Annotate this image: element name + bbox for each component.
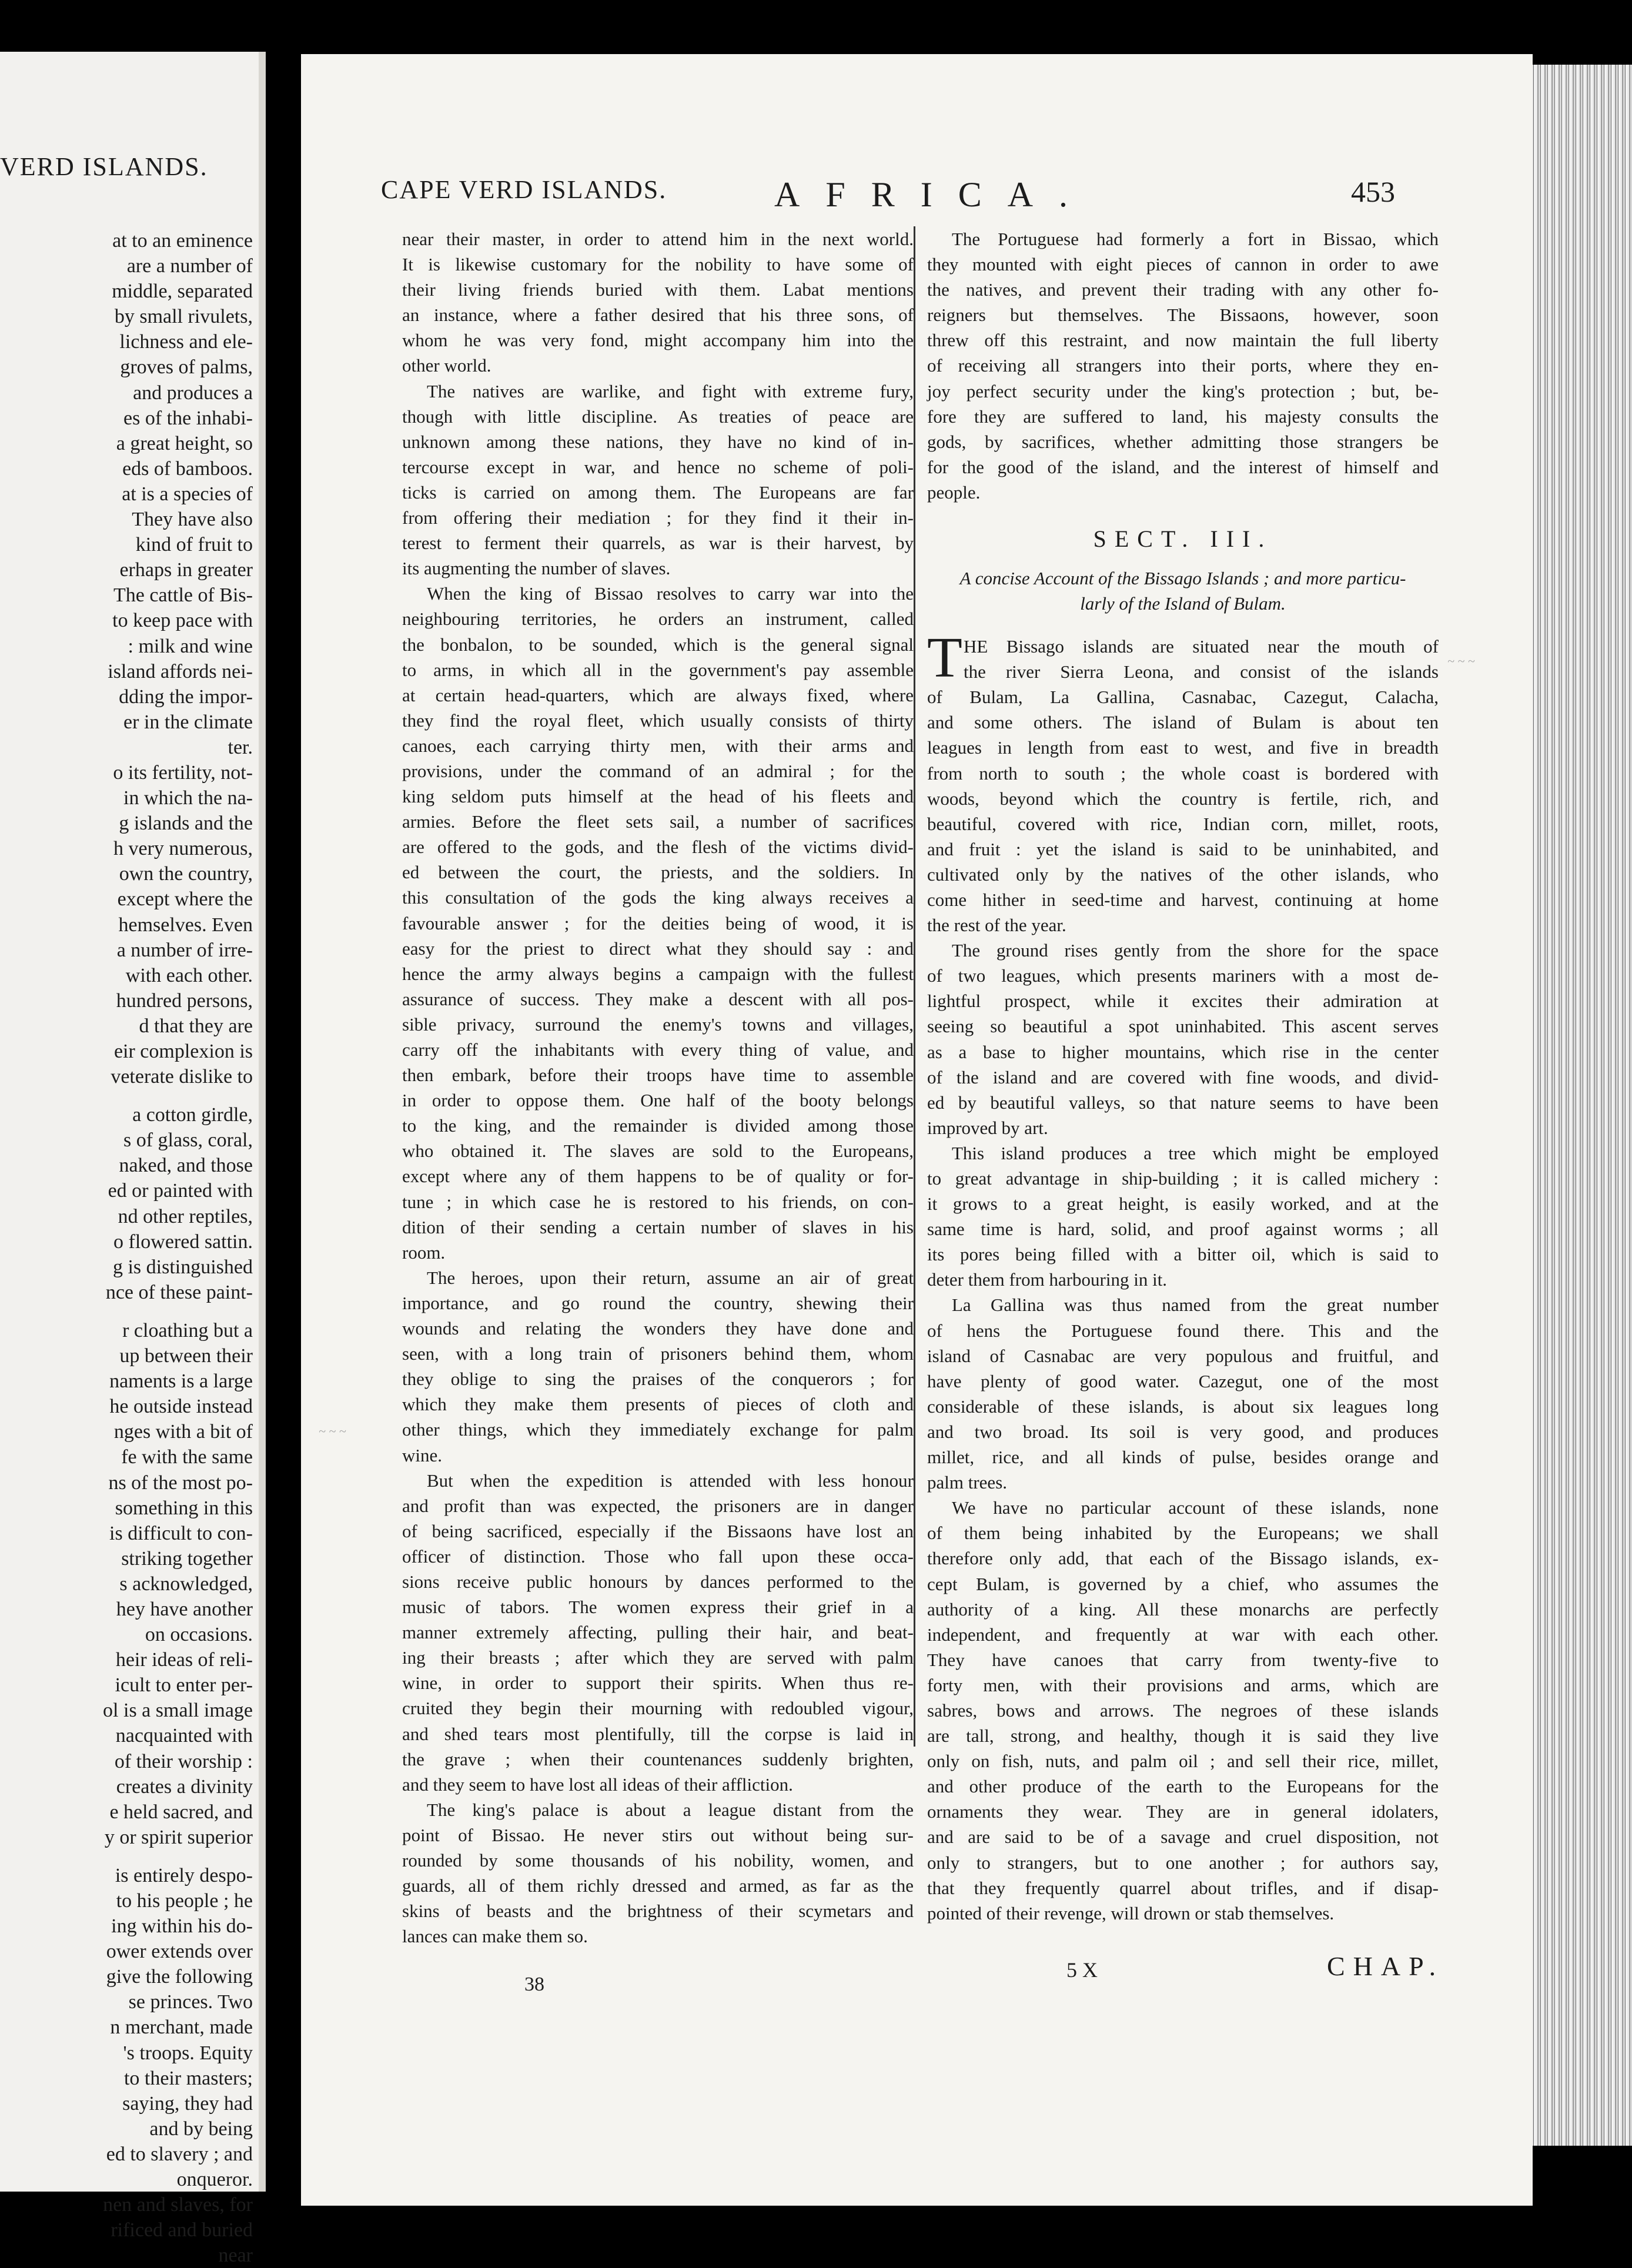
catchword: CHAP. — [1327, 1951, 1444, 1981]
text-line: wounds and relating the wonders they have done and — [402, 1318, 914, 1339]
section-heading: SECT. III. — [1093, 526, 1273, 553]
text-line: of Bulam, La Gallina, Casnabac, Cazegut, Calacha, — [927, 687, 1439, 708]
dropcap-paragraph-start — [927, 626, 1439, 690]
text-line: tune ; in which case he is restored to his friends, on con- — [402, 1191, 914, 1212]
running-title: AFRICA. — [774, 175, 1094, 214]
text-line: to great advantage in ship-building ; it is called michery : — [927, 1168, 1439, 1189]
left-page-line: is entirely despo- — [115, 1864, 253, 1886]
left-page-line: nce of these paint- — [105, 1281, 253, 1303]
section-subtitle-line-2: larly of the Island of Bulam. — [1080, 593, 1286, 614]
left-page-line: creates a divinity — [116, 1775, 253, 1798]
text-line: and two broad. Its soil is very good, and produces — [927, 1421, 1439, 1442]
left-page-running-head: VERD ISLANDS. — [0, 152, 208, 181]
left-page-line: s acknowledged, — [119, 1573, 253, 1595]
text-line: then embark, before their troops have time to assemble — [402, 1065, 914, 1086]
text-line: the grave ; when their countenances suddenly brighten, — [402, 1748, 914, 1769]
text-line: We have no particular account of these islands, none — [952, 1497, 1439, 1518]
left-facing-page — [0, 52, 266, 2267]
text-line: manner extremely affecting, pulling their hair, and beat- — [402, 1622, 914, 1643]
left-page-line: The cattle of Bis- — [113, 584, 253, 607]
left-page-line: to their masters; — [123, 2067, 253, 2089]
left-page-line: s of glass, coral, — [123, 1129, 253, 1152]
left-page-gutter — [259, 52, 266, 2192]
dropcap-line-1: HE Bissago islands are situated near the mouth of — [964, 636, 1439, 657]
text-line: point of Bissao. He never stirs out without being sur- — [402, 1824, 914, 1845]
left-page-line: a great height, so — [116, 432, 253, 454]
text-line: they find the royal fleet, which usually consists of thirty — [402, 710, 914, 731]
drop-cap-letter: T — [927, 626, 962, 690]
text-line: to arms, in which all in the government's pay assemble — [402, 659, 914, 680]
text-line: and shed tears most plentifully, till the corpse is laid in — [402, 1723, 914, 1744]
left-page-line: onqueror. — [176, 2169, 253, 2191]
text-line: in order to oppose them. One half of the booty belongs — [402, 1090, 914, 1111]
section-subtitle-line-1: A concise Account of the Bissago Islands ; and more particu- — [959, 568, 1406, 589]
text-line: other world. — [402, 355, 491, 376]
left-page-line: a cotton girdle, — [132, 1104, 253, 1126]
left-page-line: is difficult to con- — [109, 1522, 253, 1544]
text-line: whom he was very fond, might accompany him into the — [402, 330, 914, 351]
text-line: of being sacrificed, especially if the Bissaons have lost an — [402, 1520, 914, 1541]
left-page-line: n merchant, made — [110, 2016, 253, 2039]
left-page-line: d that they are — [139, 1015, 253, 1037]
text-line: neighbouring territories, he orders an instrument, called — [402, 608, 914, 630]
left-page-line: ower extends over — [106, 1941, 253, 1963]
left-page-line: dding the impor- — [119, 685, 253, 708]
left-page-line: ol is a small image — [103, 1700, 253, 1722]
left-page-line: of their worship : — [114, 1750, 253, 1772]
text-line: an instance, where a father desired that his three sons, of — [402, 305, 914, 326]
text-line: of them being inhabited by the Europeans; we shall — [927, 1523, 1439, 1544]
left-page-line: to keep pace with — [112, 610, 253, 632]
left-page-line: groves of palms, — [120, 356, 253, 379]
text-line: the natives, and prevent their trading with any other fo- — [927, 279, 1439, 300]
main-page — [301, 54, 1533, 2206]
text-line: and profit than was expected, the prisoners are in danger — [402, 1495, 914, 1516]
left-page-line: e held sacred, and — [109, 1801, 253, 1823]
text-line: beautiful, covered with rice, Indian corn, millet, roots, — [927, 813, 1439, 834]
text-line: for the good of the island, and the interest of himself and — [927, 456, 1439, 477]
text-line: room. — [402, 1242, 446, 1263]
text-line: are offered to the gods, and the flesh of the victims divid- — [402, 837, 914, 858]
text-line: seen, with a long train of prisoners behind them, whom — [402, 1343, 914, 1364]
left-page-line: saying, they had — [122, 2092, 253, 2115]
text-line: millet, rice, and all kinds of pulse, besides orange and — [927, 1447, 1439, 1468]
left-text-column — [402, 226, 914, 1949]
text-line: woods, beyond which the country is fertile, rich, and — [927, 788, 1439, 809]
text-line: to the king, and the remainder is divided among those — [402, 1115, 914, 1136]
left-page-line: erhaps in greater — [119, 559, 253, 581]
text-line: only to strangers, but to one another ; for authors say, — [927, 1852, 1439, 1873]
left-page-line: nen and slaves, for — [103, 2194, 253, 2216]
left-page-line: h very numerous, — [113, 838, 253, 860]
text-line: cruited they begin their mourning with redoubled vigour, — [402, 1698, 914, 1719]
left-page-line: g is distinguished — [112, 1256, 253, 1278]
text-line: leagues in length from east to west, and five in breadth — [927, 737, 1439, 758]
text-line: island of Casnabac are very populous and fruitful, and — [927, 1345, 1439, 1366]
dropcap-line-2: the river Sierra Leona, and consist of the islands — [964, 661, 1439, 683]
left-page-line: nd other reptiles, — [118, 1205, 253, 1227]
left-page-line: kind of fruit to — [135, 534, 253, 556]
text-line: The heroes, upon their return, assume an air of great — [427, 1267, 914, 1288]
left-page-line: lichness and ele- — [119, 331, 253, 353]
left-page-line: middle, separated — [112, 280, 253, 303]
left-page-line: eir complexion is — [113, 1041, 253, 1062]
text-line: and fruit : yet the island is said to be uninhabited, and — [927, 838, 1439, 859]
left-page-line: g islands and the — [119, 812, 253, 835]
text-line: It is likewise customary for the nobility to have some of — [402, 254, 914, 275]
left-page-line: island affords nei- — [108, 660, 253, 683]
text-line: independent, and frequently at war with each other. — [927, 1624, 1439, 1645]
text-line: this consultation of the gods the king always receives a — [402, 887, 914, 908]
text-line: armies. Before the fleet sets sail, a number of sacrifices — [402, 811, 914, 832]
text-line: reigners but themselves. The Bissaons, however, soon — [927, 305, 1439, 326]
signature-mark-1: 38 — [524, 1973, 544, 1995]
text-line: lightful prospect, while it excites their admiration at — [927, 991, 1439, 1012]
text-line: its augmenting the number of slaves. — [402, 558, 671, 579]
left-page-line: se princes. Two — [128, 1991, 253, 2013]
text-line: dition of their sending a certain number of slaves in his — [402, 1216, 914, 1237]
right-column-body — [927, 684, 1439, 1926]
left-page-line: nges with a bit of — [113, 1421, 253, 1443]
left-page-line: hundred persons, — [116, 989, 253, 1012]
text-line: carry off the inhabitants with every thing of value, and — [402, 1039, 914, 1060]
text-line: from north to south ; the whole coast is bordered with — [927, 762, 1439, 784]
left-page-line — [0, 1305, 253, 1318]
left-page-line: y or spirit superior — [104, 1826, 253, 1848]
text-line: wine, in order to support their spirits. When thus re- — [402, 1672, 914, 1694]
text-line: improved by art. — [927, 1117, 1048, 1138]
text-line: This island produces a tree which might be employed — [952, 1142, 1439, 1163]
text-line: from offering their mediation ; for they find it their in- — [402, 507, 914, 528]
left-page-line: up between their — [119, 1345, 253, 1367]
left-page-line: in which the na- — [123, 787, 253, 809]
left-page-line: They have also — [132, 509, 253, 531]
left-page-line: ter. — [228, 736, 253, 758]
left-page-line: heir ideas of reli- — [115, 1649, 253, 1671]
left-page-line: icult to enter per- — [115, 1674, 253, 1697]
left-page-line: hemselves. Even — [118, 914, 253, 936]
text-line: authority of a king. All these monarchs are perfectly — [927, 1598, 1439, 1620]
text-line: and some others. The island of Bulam is about ten — [927, 712, 1439, 733]
text-line: cultivated only by the natives of the other islands, who — [927, 864, 1439, 885]
left-page-line: are a number of — [126, 255, 253, 277]
show-through-mark: ~ ~ ~ — [1447, 654, 1475, 668]
left-page-line: ns of the most po- — [108, 1471, 253, 1494]
left-page-line: veterate dislike to — [111, 1066, 253, 1088]
left-page-line: o its fertility, not- — [113, 761, 253, 784]
text-line: joy perfect security under the king's protection ; but, be- — [927, 380, 1439, 402]
text-line: same time is hard, solid, and proof against worms ; all — [927, 1219, 1439, 1240]
text-line: and they seem to have lost all ideas of their affliction. — [402, 1774, 793, 1795]
text-line: they oblige to sing the praises of the conquerors ; for — [402, 1369, 914, 1390]
text-line: their living friends buried with them. Labat mentions — [402, 279, 914, 300]
text-line: near their master, in order to attend him in the next world. — [402, 229, 914, 249]
text-line: come hither in seed-time and harvest, continuing at home — [927, 889, 1439, 910]
text-line: terest to ferment their quarrels, as war is their harvest, by — [402, 533, 914, 554]
left-page-line: at to an eminence — [112, 230, 253, 252]
left-page-line: eds of bamboos. — [122, 457, 253, 480]
left-page-line: give the following — [106, 1966, 253, 1988]
text-line: except where any of them happens to be of quality or for- — [402, 1166, 914, 1187]
text-line: pointed of their revenge, will drown or stab themselves. — [927, 1902, 1335, 1924]
text-line: it grows to a great height, is easily worked, and at the — [927, 1193, 1439, 1215]
text-line: They have canoes that carry from twenty-five to — [927, 1649, 1439, 1670]
column-divider — [914, 226, 915, 1747]
text-line: easy for the priest to direct what they should say : and — [402, 938, 914, 959]
text-line: though with little discipline. As treaties of peace are — [402, 406, 914, 427]
left-page-line: at is a species of — [122, 483, 253, 505]
left-page-line: ing within his do- — [111, 1915, 253, 1938]
left-page-line: and produces a — [133, 382, 253, 404]
text-line: provisions, under the command of an admiral ; for the — [402, 760, 914, 781]
left-page-line: naked, and those — [119, 1155, 253, 1177]
left-page-line: something in this — [115, 1497, 253, 1519]
left-page-line: nacquainted with — [115, 1725, 253, 1747]
page-number: 453 — [1351, 175, 1395, 208]
text-line: who obtained it. The slaves are sold to the Europeans, — [402, 1140, 914, 1162]
text-line: people. — [927, 481, 981, 503]
text-line: ed by beautiful valleys, so that nature seems to have been — [927, 1092, 1439, 1113]
text-line: the bonbalon, to be sounded, which is the general signal — [402, 634, 914, 655]
left-page-line: hey have another — [116, 1598, 253, 1620]
book-page-edges — [1529, 65, 1632, 2146]
text-line: hence the army always begins a campaign with the fullest — [402, 963, 914, 984]
text-line: unknown among these nations, they have no kind of in- — [402, 431, 914, 452]
text-line: cept Bulam, is governed by a chief, who assumes the — [927, 1573, 1439, 1594]
text-line: When the king of Bissao resolves to carry war into the — [427, 583, 914, 604]
text-line: tercourse except in war, and hence no scheme of poli- — [402, 456, 914, 477]
text-line: sions receive public honours by dances performed to the — [402, 1571, 914, 1592]
text-line: as a base to higher mountains, which rise in the center — [927, 1041, 1439, 1062]
left-page-line: except where the — [117, 888, 253, 911]
left-page-line: striking together — [121, 1547, 253, 1570]
text-line: La Gallina was thus named from the great number — [952, 1294, 1439, 1316]
text-line: sabres, bows and arrows. The negroes of these islands — [927, 1700, 1439, 1721]
left-page-line — [0, 1850, 253, 1863]
text-line: importance, and go round the country, shewing their — [402, 1292, 914, 1313]
text-line: wine. — [402, 1444, 443, 1466]
text-line: only on fish, nuts, and palm oil ; and sell their rice, millet, — [927, 1751, 1439, 1772]
text-line: which they make them presents of pieces of cloth and — [402, 1394, 914, 1415]
left-page-line: he outside instead — [109, 1396, 253, 1418]
left-page-line: and by being — [149, 2118, 253, 2140]
text-line: The natives are warlike, and fight with extreme fury, — [427, 380, 914, 402]
left-page-line: o flowered sattin. — [113, 1230, 253, 1253]
text-line: that they frequently quarrel about trifles, and if disap- — [927, 1877, 1439, 1898]
text-line: of receiving all strangers into their ports, where they en- — [927, 355, 1439, 376]
left-page-line: fe with the same — [121, 1446, 253, 1468]
text-line: have plenty of good water. Cazegut, one of the most — [927, 1370, 1439, 1391]
text-line: gods, by sacrifices, whether admitting those strangers be — [927, 431, 1439, 452]
left-page-line: rificed and buried — [111, 2219, 253, 2242]
text-line: The king's palace is about a league distant from the — [427, 1799, 914, 1820]
text-line: and other produce of the earth to the Europeans for the — [927, 1776, 1439, 1797]
text-line: therefore only add, that each of the Bissago islands, ex- — [927, 1548, 1439, 1569]
left-page-line: naments is a large — [109, 1370, 253, 1393]
text-line: assurance of success. They make a descent with all pos- — [402, 988, 914, 1009]
text-line: sible privacy, surround the enemy's towns and villages, — [402, 1013, 914, 1035]
text-line: of the island and are covered with fine woods, and divid- — [927, 1066, 1439, 1088]
text-line: at certain head-quarters, which are always fixed, where — [402, 684, 914, 705]
text-line: The Portuguese had formerly a fort in Bissao, which — [952, 229, 1439, 249]
text-line: king seldom puts himself at the head of his fleets and — [402, 786, 914, 807]
left-page-line: r cloathing but a — [122, 1319, 253, 1342]
section-subtitle — [927, 566, 1439, 616]
text-line: ticks is carried on among them. The Europeans are far — [402, 481, 914, 503]
text-line: ed between the court, the priests, and the soldiers. In — [402, 862, 914, 883]
left-page-line: on occasions. — [145, 1624, 253, 1646]
text-line: are tall, strong, and healthy, though it is said they live — [927, 1725, 1439, 1747]
text-line: guards, all of them richly dressed and armed, as far as the — [402, 1875, 914, 1896]
text-line: palm trees. — [927, 1472, 1008, 1493]
left-page-line: by small rivulets, — [114, 306, 253, 328]
text-line: officer of distinction. Those who fall upon these occa- — [402, 1546, 914, 1567]
left-page-line: 's troops. Equity — [123, 2042, 253, 2064]
text-line: and are said to be of a savage and cruel disposition, not — [927, 1827, 1439, 1848]
text-line: of two leagues, which presents mariners with a most de- — [927, 965, 1439, 986]
text-line: fore they are suffered to land, his majesty consults the — [927, 406, 1439, 427]
left-page-line: ed or painted with — [108, 1180, 253, 1202]
text-line: skins of beasts and the brightness of their scymetars and — [402, 1901, 914, 1922]
left-page-line: near — [218, 2244, 253, 2267]
text-line: But when the expedition is attended with less honour — [427, 1470, 914, 1491]
left-page-line: er in the climate — [123, 711, 253, 733]
text-line: they mounted with eight pieces of cannon in order to awe — [927, 254, 1439, 275]
left-page-line: own the country, — [119, 863, 253, 885]
show-through-mark: ~ ~ ~ — [319, 1424, 346, 1439]
text-line: music of tabors. The women express their grief in a — [402, 1597, 914, 1618]
left-page-line — [0, 1089, 253, 1102]
right-text-column — [927, 226, 1439, 1926]
text-line: The ground rises gently from the shore for the space — [952, 940, 1439, 961]
text-line: canoes, each carrying thirty men, with their arms and — [402, 735, 914, 756]
text-line: the rest of the year. — [927, 915, 1066, 936]
text-line: deter them from harbouring in it. — [927, 1269, 1168, 1290]
left-page-line: a number of irre- — [116, 939, 253, 961]
text-line: favourable answer ; for the deities being of wood, it is — [402, 912, 914, 934]
text-line: seeing so beautiful a spot uninhabited. This ascent serves — [927, 1016, 1439, 1037]
left-page-line: es of the inhabi- — [123, 407, 253, 429]
text-line: rounded by some thousands of his nobility, women, and — [402, 1850, 914, 1871]
text-line: its pores being filled with a bitter oil, which is said to — [927, 1244, 1439, 1265]
right-column-opening-paragraph — [927, 226, 1439, 505]
text-line: other things, which they immediately exchange for palm — [402, 1419, 914, 1440]
left-page-line: with each other. — [125, 964, 253, 986]
left-page-line: ed to slavery ; and — [106, 2143, 253, 2165]
text-line: of hens the Portuguese found there. This and the — [927, 1320, 1439, 1341]
left-page-line: to his people ; he — [116, 1890, 253, 1912]
left-page-text-column — [0, 228, 253, 2268]
text-line: ing their breasts ; after which they are served with palm — [402, 1647, 914, 1668]
running-head-left: CAPE VERD ISLANDS. — [381, 175, 667, 204]
signature-mark-2: 5 X — [1066, 1958, 1098, 1982]
text-line: threw off this restraint, and now maintain the full liberty — [927, 330, 1439, 351]
text-line: considerable of these islands, is about six leagues long — [927, 1396, 1439, 1417]
left-page-line: : milk and wine — [128, 635, 253, 657]
text-line: lances can make them so. — [402, 1926, 588, 1947]
text-line: forty men, with their provisions and arms, which are — [927, 1674, 1439, 1695]
text-line: ornaments they wear. They are in general idolaters, — [927, 1801, 1439, 1822]
